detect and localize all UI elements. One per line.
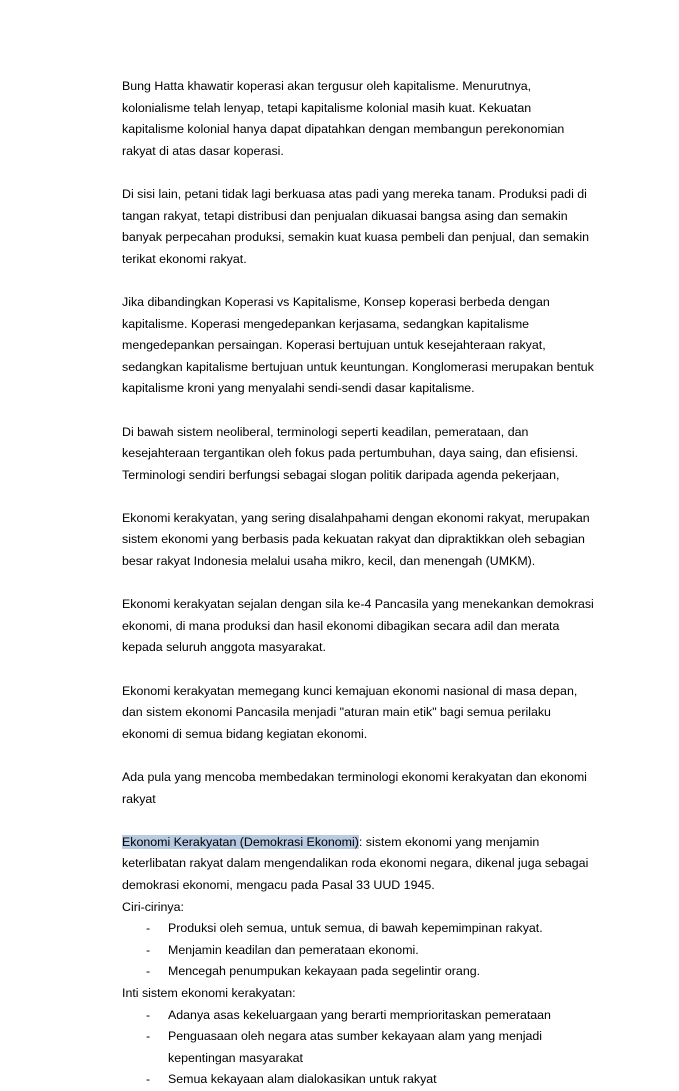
paragraph-8: Ada pula yang mencoba membedakan terminologi ekonomi kerakyatan dan ekonomi rakyat [122, 770, 587, 806]
characteristics-list [122, 918, 596, 983]
paragraph-1: Bung Hatta khawatir koperasi akan tergusur oleh kapitalisme. Menurutnya, kolonialisme telah lenyap, tetapi kapitalisme kolonial masih kuat. Kekuatan kapitalisme kolonial hanya dapat dipatahkan dengan membangun perekonomian rakyat di atas dasar koperasi. [122, 79, 565, 158]
dash-marker: - [146, 1007, 151, 1022]
list-item-text: Mencegah penumpukan kekayaan pada segelintir orang. [168, 964, 481, 979]
characteristics-heading: Ciri-cirinya: [122, 899, 184, 914]
dash-marker: - [146, 942, 151, 957]
list-item [122, 1005, 596, 1027]
list-item [122, 1069, 596, 1091]
paragraph-7: Ekonomi kerakyatan memegang kunci kemajuan ekonomi nasional di masa depan, dan sistem ekonomi Pancasila menjadi "aturan main etik" bagi semua perilaku ekonomi di semua bidang kegiatan ekonomi. [122, 683, 578, 741]
paragraph-2: Di sisi lain, petani tidak lagi berkuasa atas padi yang mereka tanam. Produksi padi di tangan rakyat, tetapi distribusi dan penjualan dikuasai bangsa asing dan semakin banyak perpecahan produksi, semakin kuat kuasa pembeli dan penjual, dan semakin terikat ekonomi rakyat. [122, 186, 590, 266]
dash-marker: - [146, 1029, 151, 1044]
list-item-text: Adanya asas kekeluargaan yang berarti memprioritaskan pemerataan [168, 1007, 551, 1022]
paragraph-4: Di bawah sistem neoliberal, terminologi seperti keadilan, pemerataan, dan kesejahteraan tergantikan oleh fokus pada pertumbuhan, daya saing, dan efisiensi. Terminologi sendiri berfungsi sebagai slogan politik daripada agenda pekerjaan, [122, 424, 579, 482]
list-item [122, 1026, 596, 1069]
core-system-list [122, 1005, 596, 1091]
definition-paragraph [122, 832, 596, 897]
dash-marker: - [146, 921, 151, 936]
paragraph-6: Ekonomi kerakyatan sejalan dengan sila ke-4 Pancasila yang menekankan demokrasi ekonomi, di mana produksi dan hasil ekonomi dibagikan secara adil dan merata kepada seluruh anggota masyarakat. [122, 597, 594, 655]
list-item-text: Menjamin keadilan dan pemerataan ekonomi. [168, 942, 419, 957]
definition-text: : sistem ekonomi yang menjamin keterlibatan rakyat dalam mengendalikan roda ekonomi negara, dikenal juga sebagai demokrasi ekonomi, mengacu pada Pasal 33 UUD 1945. [122, 834, 589, 892]
dash-marker: - [146, 1072, 151, 1087]
list-item [122, 918, 596, 940]
list-item [122, 940, 596, 962]
paragraph-3: Jika dibandingkan Koperasi vs Kapitalisme, Konsep koperasi berbeda dengan kapitalisme. Koperasi mengedepankan kerjasama, sedangkan kapitalisme mengedepankan persaingan. Koperasi bertujuan untuk kesejahteraan rakyat, sedangkan kapitalisme bertujuan untuk keuntungan. Konglomerasi merupakan bentuk kapitalisme kroni yang menyalahi sendi-sendi dasar kapitalisme. [122, 294, 594, 396]
list-item-text: Produksi oleh semua, untuk semua, di bawah kepemimpinan rakyat. [168, 921, 543, 936]
paragraph-5: Ekonomi kerakyatan, yang sering disalahpahami dengan ekonomi rakyat, merupakan sistem ekonomi yang berbasis pada kekuatan rakyat dan dipraktikkan oleh sebagian besar rakyat Indonesia melalui usaha mikro, kecil, dan menengah (UMKM). [122, 510, 590, 569]
document-body [122, 76, 596, 1091]
list-item-text: Semua kekayaan alam dialokasikan untuk rakyat [168, 1072, 437, 1087]
list-item [122, 961, 596, 983]
highlighted-term: Ekonomi Kerakyatan (Demokrasi Ekonomi) [122, 834, 359, 849]
list-item-text: Penguasaan oleh negara atas sumber kekayaan alam yang menjadi kepentingan masyarakat [168, 1029, 543, 1065]
core-system-heading: Inti sistem ekonomi kerakyatan: [122, 985, 296, 1000]
dash-marker: - [146, 964, 151, 979]
